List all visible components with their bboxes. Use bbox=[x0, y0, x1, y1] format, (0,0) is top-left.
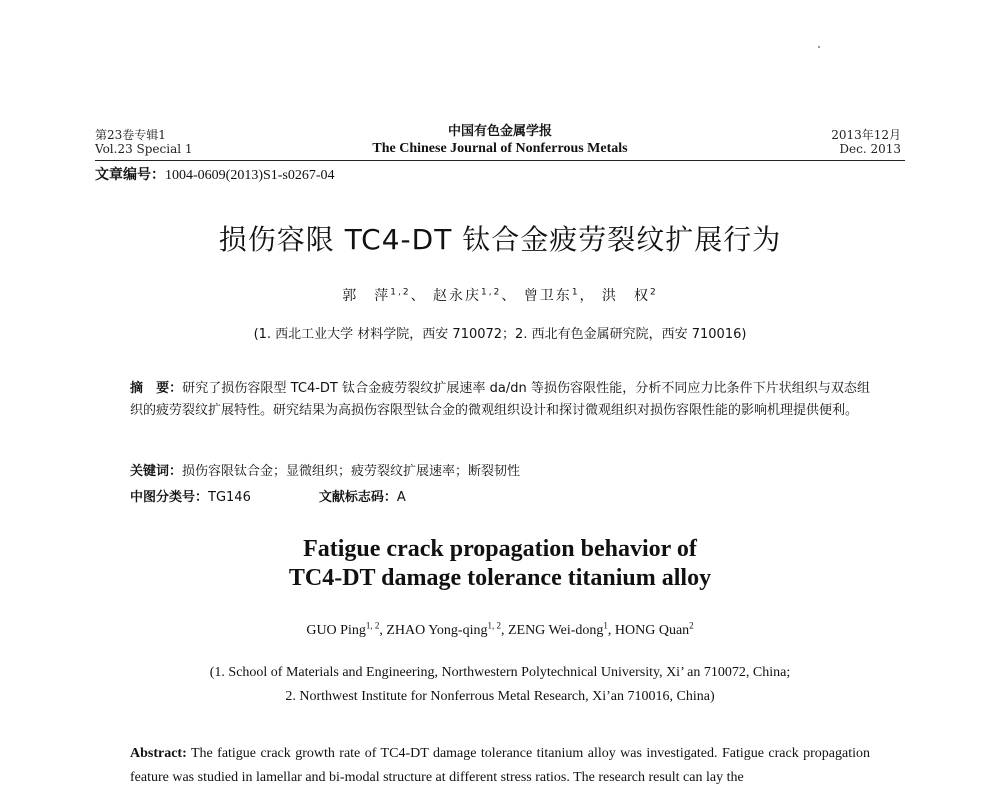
title-cn: 损伤容限 TC4-DT 钛合金疲劳裂纹扩展行为 bbox=[218, 223, 782, 256]
abstract-cn-label: 摘 要： bbox=[130, 381, 183, 396]
classification-label: 中图分类号： bbox=[130, 490, 209, 505]
title-en bbox=[0, 535, 1000, 593]
header-volume-cn: 第23卷专辑1 bbox=[95, 128, 166, 142]
keywords-cn-label: 关键词： bbox=[130, 464, 183, 479]
classification-value: TG146 bbox=[208, 490, 251, 505]
document-code-value: A bbox=[396, 490, 406, 505]
abstract-cn-text: 研究了损伤容限型 TC4-DT 钛合金疲劳裂纹扩展速率 da/dn 等损伤容限性能，分析不同应力比条件下片状组织与双态组织的疲劳裂纹扩展特性。研究结果为高损伤容限型钛合金的微观组织设计和探讨微观组织对损伤容限性能的影响机理提供便利。 bbox=[130, 381, 870, 418]
affiliation-en-line2: 2. Northwest Institute for Nonferrous Metal Research, Xi’an 710016, China) bbox=[285, 689, 715, 704]
abstract-en-label: Abstract: bbox=[130, 746, 187, 761]
title-en-line2: TC4-DT damage tolerance titanium alloy bbox=[288, 565, 712, 591]
header-rule bbox=[95, 160, 905, 161]
author-en-3: ZENG Wei-dong$^1$, bbox=[507, 620, 615, 638]
article-number-value: 1004-0609(2013)S1-s0267-04 bbox=[165, 168, 335, 183]
article-number-label: 文章编号： bbox=[95, 167, 165, 183]
header-date-cn: 2013年12月 bbox=[831, 128, 901, 142]
document-code-label: 文献标志码： bbox=[318, 490, 397, 505]
journal-title-cn: 中国有色金属学报 bbox=[447, 124, 552, 139]
classification bbox=[130, 486, 406, 505]
affiliation-en bbox=[0, 661, 1000, 709]
journal-title-en: The Chinese Journal of Nonferrous Metals bbox=[372, 141, 628, 156]
abstract-en bbox=[130, 742, 870, 790]
author-en-1: GUO Ping$^{1, 2}$, bbox=[306, 620, 387, 638]
keywords-cn-text: 损伤容限钛合金；显微组织；疲劳裂纹扩展速率；断裂韧性 bbox=[182, 464, 521, 479]
author-en-4: HONG Quan$^2$ bbox=[614, 620, 694, 638]
abstract-en-text: The fatigue crack growth rate of TC4-DT damage tolerance titanium alloy was investigated. Fatigue crack propagation feature was studied in lamellar and bi-modal structure at different stress ratios. The research result can lay the bbox=[130, 746, 870, 785]
affiliation-cn: (1. 西北工业大学 材料学院，西安 710072；2. 西北有色金属研究院，西安 710016) bbox=[253, 327, 747, 342]
header-volume bbox=[95, 128, 193, 156]
abstract-cn bbox=[130, 378, 870, 422]
authors-cn bbox=[0, 285, 1000, 305]
header-date bbox=[831, 128, 901, 156]
keywords-cn bbox=[130, 460, 520, 479]
scan-speck bbox=[818, 46, 820, 48]
header-journal bbox=[350, 123, 650, 157]
header-date-en: Dec. 2013 bbox=[839, 142, 901, 156]
header-volume-en: Vol.23 Special 1 bbox=[95, 142, 193, 156]
author-cn-2: 赵永庆$^{1,2}$、 bbox=[433, 287, 518, 304]
author-cn-1: 郭 萍$^{1,2}$、 bbox=[342, 287, 427, 304]
author-cn-3: 曾卫东$^1$， bbox=[523, 287, 596, 304]
title-en-line1: Fatigue crack propagation behavior of bbox=[303, 536, 697, 562]
authors-en bbox=[0, 620, 1000, 639]
article-number bbox=[95, 164, 335, 184]
author-en-2: ZHAO Yong-qing$^{1, 2}$, bbox=[386, 620, 508, 638]
author-cn-4: 洪 权$^2$ bbox=[602, 287, 658, 304]
affiliation-en-line1: (1. School of Materials and Engineering, Northwestern Polytechnical University, Xi’ an 710072, China; bbox=[209, 665, 791, 680]
